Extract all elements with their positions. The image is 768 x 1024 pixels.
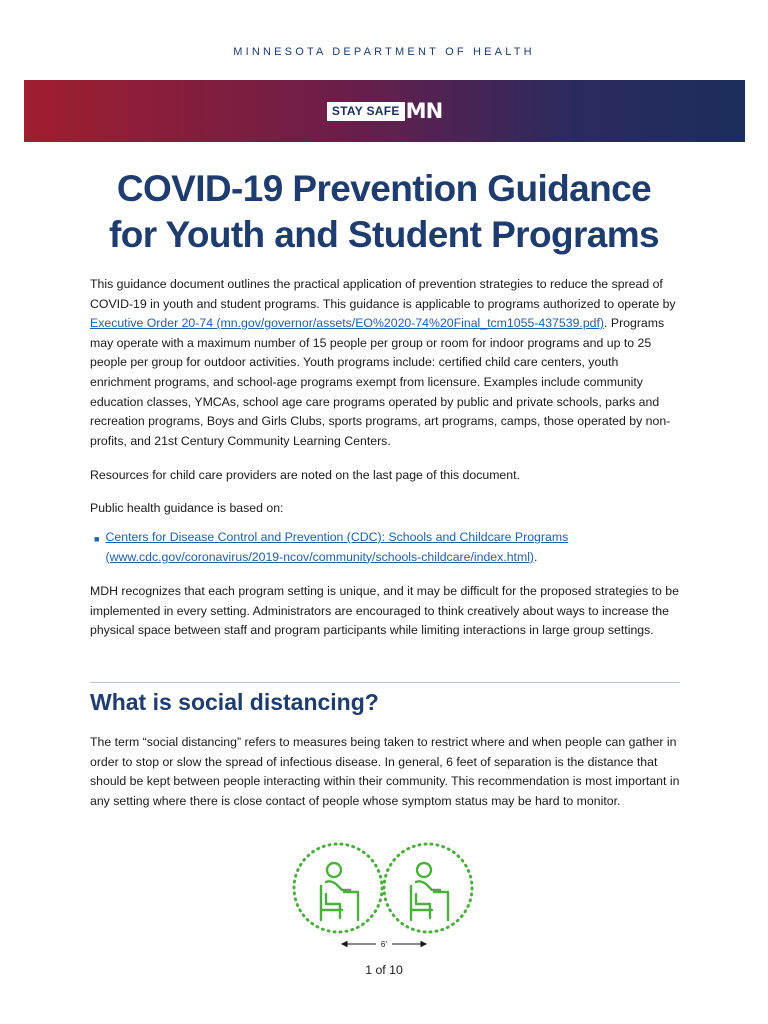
agency-name: MINNESOTA DEPARTMENT OF HEALTH	[233, 46, 535, 58]
guidance-basis: Public health guidance is based on:	[90, 501, 284, 515]
bullet-period: .	[534, 549, 538, 564]
stay-safe-mn-logo	[327, 101, 442, 121]
list-item	[94, 528, 680, 567]
header-banner	[24, 80, 745, 142]
title-line-1: COVID-19 Prevention Guidance	[116, 168, 652, 209]
square-bullet-icon: ■	[94, 534, 100, 544]
page-number: 1 of 10	[365, 963, 403, 977]
cdc-schools-link[interactable]: Centers for Disease Control and Prevention (CDC): Schools and Childcare Programs (www.cdc.gov/coronavirus/2019-ncov/community/schools-childcare/index.html)	[105, 530, 569, 564]
distance-label: 6’	[380, 940, 388, 949]
intro-text-end: . Programs may operate with a maximum number of 15 people per group or room for indoor programs and up to 25 people per group for outdoor activities. Youth programs include: certified child care centers, youth enrichment programs, and school-age programs exempt from licensure. Examples include community education classes, YMCAs, school age care programs operated by public and private schools, parks and recreation programs, Boys and Girls Clubs, sports programs, art programs, camps, those operated by non-profits, and 21st Century Community Learning Centers.	[90, 316, 671, 448]
intro-paragraph	[90, 275, 680, 451]
logo-mn: MN	[405, 99, 443, 123]
title-line-2: for Youth and Student Programs	[108, 214, 660, 255]
logo-text: STAY SAFE	[327, 102, 405, 121]
section-heading: What is social distancing?	[90, 689, 379, 715]
social-distancing-illustration	[290, 842, 480, 956]
guidance-list	[94, 528, 680, 567]
students-distance-icon	[290, 842, 480, 956]
section-divider	[90, 682, 680, 683]
social-distancing-paragraph: The term “social distancing” refers to measures being taken to restrict where and when people can gather in order to stop or slow the spread of infectious disease. In general, 6 feet of separation is the distance that should be kept between people interacting within their community. This recommendation is most important in any setting where there is close contact of people whose symptom status may be hard to monitor.	[90, 735, 680, 808]
resources-note: Resources for child care providers are noted on the last page of this document.	[90, 468, 520, 482]
page-title	[0, 166, 768, 258]
executive-order-link[interactable]: Executive Order 20-74 (mn.gov/governor/assets/EO%2020-74%20Final_tcm1055-437539.pdf)	[90, 316, 605, 331]
intro-text-start: This guidance document outlines the practical application of prevention strategies to reduce the spread of COVID-19 in youth and student programs. This guidance is applicable to programs authorized to operate by	[90, 277, 676, 311]
recognition-paragraph: MDH recognizes that each program setting is unique, and it may be difficult for the proposed strategies to be implemented in every setting. Administrators are encouraged to think creatively about ways to increase the physical space between staff and program participants while limiting interactions in large group settings.	[90, 584, 679, 638]
